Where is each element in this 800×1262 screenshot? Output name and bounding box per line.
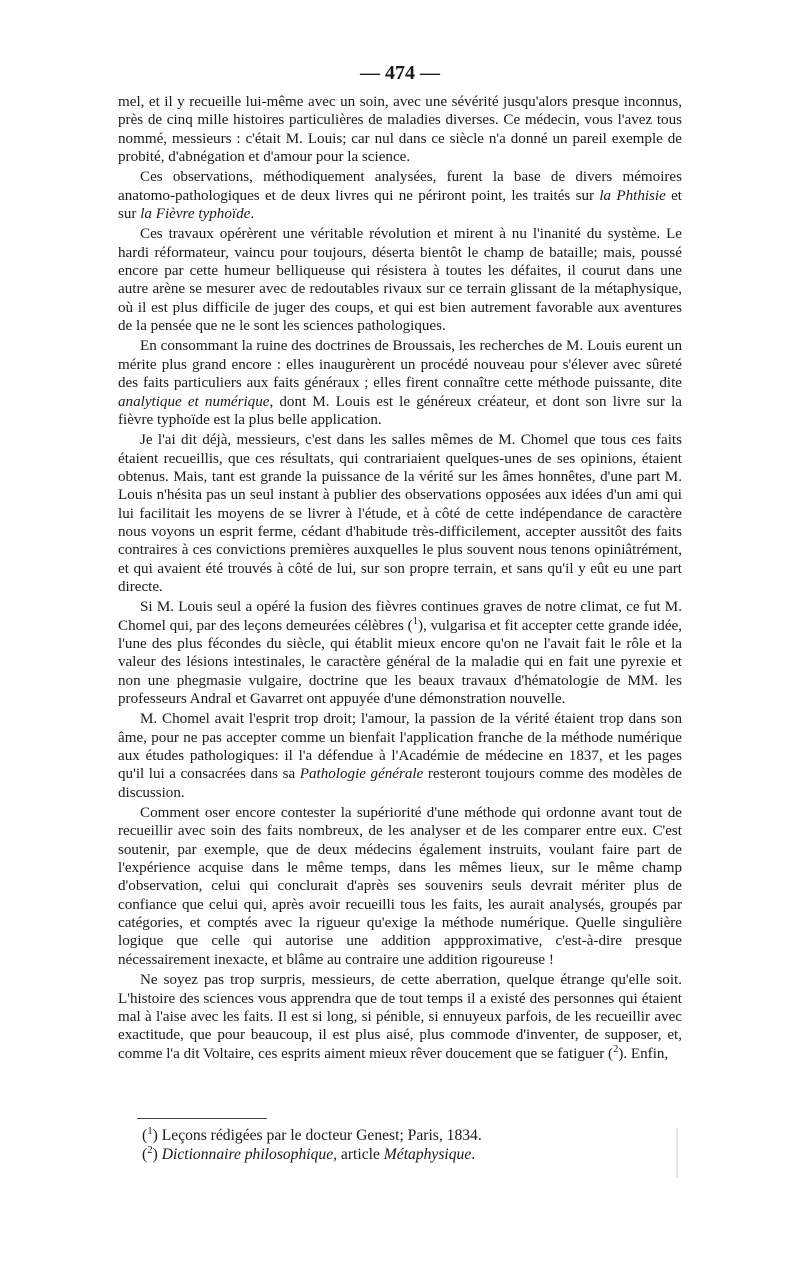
footnote-marker: 1 [147, 1124, 153, 1137]
text-run: Comment oser encore contester la supériorité d'une méthode qui ordonne avant tout de recueillir avec soin des faits nombreux, de les analyser et de les comparer entre eux. C'est soutenir, par exemple, que de deux médecins également instruits, voulant faire part de l'expérience acquise dans le même temps, dans les mêmes lieux, sur le même champ d'observation, celui qui conclurait d'après ses souvenirs seuls devrait mériter plus de confiance que celui qui, après avoir recueilli tous les faits, les aurait analysés, groupés par catégories, et comptés avec la rigueur qu'exige la méthode numérique. Quelle singulière logique que celle qui autorise une addition appproximative, c'est-à-dire presque nécessairement inexacte, et blâme au contraire une addition rigoureuse ! [118, 805, 682, 968]
footnote-marker: 2 [147, 1143, 153, 1156]
text-run: , dont M. Louis est le généreux créateur, et dont son livre sur la fièvre typhoïde est la plus belle application. [118, 393, 682, 428]
paragraph [118, 710, 682, 802]
footnote-marker: 1 [412, 615, 418, 627]
text-run: et sur [118, 187, 683, 223]
text-run: M. Chomel avait l'esprit trop droit; l'amour, la passion de la vérité étaient trop dans son âme, pour ne pas accepter comme un bienfait l'application franche de la méthode numérique aux études pathologiques: il l'a défendue à l'Académie de médecine en 1837, et les pages qu'il lui a consacrées dans sa [118, 711, 682, 783]
body-text [118, 93, 682, 1065]
text-run: Je l'ai dit déjà, messieurs, c'est dans les salles mêmes de M. Chomel que tous ces faits étaient recueillis, que ces résultats, qui contrariaient quelques-unes de ses opinions, étaient obtenus. Mais, tant est grande la puissance de la vérité sur les âmes honnêtes, d'une part M. Louis n'hésita pas un seul instant à publier des observations opposées aux idées d'un ami qui lui facilitait les moyens de se livrer à l'étude, et à côté de cette indépendance de caractère nous voyons un esprit ferme, cédant d'habitude très-difficilement, accepter aussitôt des faits contraires à ces convictions premières auxquelles le plus souvent nous tenons opiniâtrément, et qui avaient été trouvés à côté de lui, sur son propre terrain, et sans qu'il y eût eu une part directe. [118, 432, 682, 595]
italic-text: la Fièvre typhoïde [140, 206, 251, 223]
footnote-rule [137, 1118, 267, 1119]
text-run: Ne soyez pas trop surpris, messieurs, de cette aberration, quelque étrange qu'elle soit. L'histoire des sciences vous apprendra que de tout temps il a existé des personnes qui étaient mal à l'aise avec les faits. Il est si long, si pénible, si ennuyeux parfois, de les recueillir avec exactitude, que pour beaucoup, il est plus aisé, plus commode d'inventer, de supposer, et, comme l'a dit Voltaire, ces esprits aiment mieux rêver doucement que se fatiguer ( [118, 972, 682, 1062]
text-run: Si M. Louis seul a opéré la fusion des fièvres continues graves de notre climat, ce fut M. Chomel qui, par des leçons demeurées célèbres ( [118, 599, 682, 634]
text-run: En consommant la ruine des doctrines de Broussais, les recherches de M. Louis eurent un mérite plus grand encore : elles inaugurèrent un procédé nouveau pour s'élever avec sûreté des faits particuliers aux faits généraux ; elles firent connaître cette méthode puissante, dite [118, 338, 682, 392]
paragraph [118, 168, 682, 223]
text-run: mel, et il y recueille lui-même avec un soin, avec une sévérité jusqu'alors presque inconnus, près de cinq mille histoires particulières de maladies diverses. Ce médecin, vous l'avez tous nommé, messieurs : c'était M. Louis; car nul dans ce siècle n'a donné un pareil exemple de probité, d'abnégation et d'amour pour la science. [118, 94, 682, 166]
text-run: ). Enfin, [618, 1045, 669, 1062]
text-run: . [471, 1146, 476, 1163]
footnotes [142, 1126, 682, 1164]
italic-text: la Phthisie [599, 187, 666, 204]
paragraph [118, 225, 682, 335]
text-run: , article [333, 1146, 384, 1163]
italic-text: analytique et numérique [118, 393, 270, 410]
text-run: ) Leçons rédigées par le docteur Genest; Paris, 1834. [152, 1127, 482, 1144]
paragraph [118, 337, 682, 429]
italic-text: Pathologie générale [299, 766, 424, 783]
scan-artifact [676, 1128, 678, 1178]
footnote [142, 1145, 682, 1164]
text-run: resteront toujours comme des modèles de discussion. [118, 766, 682, 801]
paragraph [118, 93, 682, 166]
text-run: ( [142, 1146, 148, 1163]
italic-text: Métaphysique [383, 1146, 472, 1163]
text-run: Ces travaux opérèrent une véritable révolution et mirent à nu l'inanité du système. Le hardi réformateur, vaincu pour toujours, déserta bientôt le champ de bataille; mais, poussé encore par cette humeur belliqueuse qui résistera à toutes les défaites, il courut dans une autre arène se mesurer avec de redoutables rivaux sur ce terrain glissant de la métaphysique, où il est plus difficile de juger des coups, et qui est bien autrement favorable aux aventures de la pensée que ne le sont les sciences pathologiques. [118, 226, 682, 335]
footnote-marker: 2 [613, 1043, 619, 1055]
text-run: . [250, 206, 255, 223]
italic-text: Dictionnaire philosophique [161, 1146, 334, 1163]
text-run: ), vulgarisa et fit accepter cette grande idée, l'une des plus fécondes du siècle, qui établit mieux encore qu'on ne l'avait fait le rôle et la valeur des lésions intestinales, le caractère général de la maladie qui en fait une pyrexie et non une phegmasie vulgaire, doctrine que les beaux travaux d'hématologie de MM. les professeurs Andral et Gavarret ont appuyée d'une démonstration nouvelle. [118, 617, 683, 707]
paragraph [118, 431, 682, 596]
paragraph [118, 971, 682, 1063]
text-run: Ces observations, méthodiquement analysées, furent la base de divers mémoires anatomo-pathologiques et de deux livres qui ne périront point, les traités sur [118, 169, 682, 204]
footnote [142, 1126, 682, 1145]
text-run: ) [152, 1146, 162, 1163]
paragraph [118, 598, 682, 708]
paragraph [118, 804, 682, 969]
page-number: — 474 — [360, 62, 440, 84]
text-run: ( [142, 1127, 148, 1144]
